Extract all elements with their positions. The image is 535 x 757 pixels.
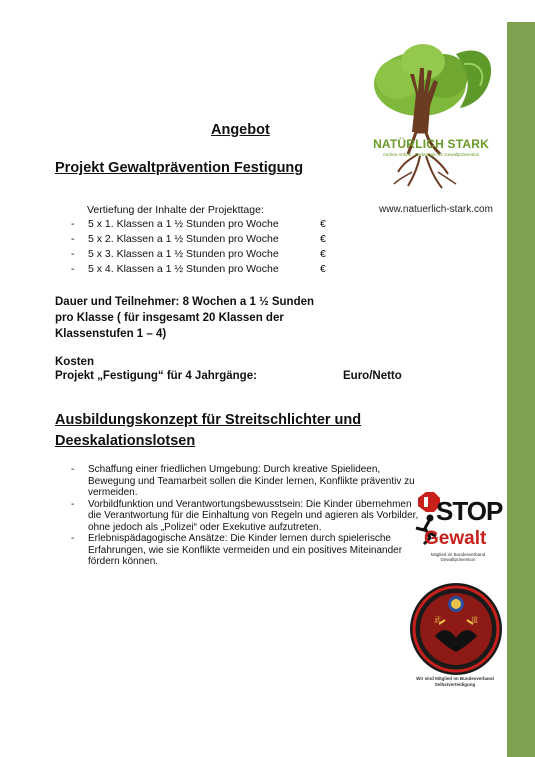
list-item	[71, 499, 421, 534]
logo-subtitle: Andrea Anhalt · Pädagogin für Gewaltprävention	[382, 152, 480, 157]
decorative-side-bar	[507, 22, 535, 757]
kosten-projekt: Projekt „Festigung“ für 4 Jahrgänge:	[55, 370, 257, 382]
gewalt-word: Gewalt	[424, 528, 487, 549]
list-item-text: Vorbildfunktion und Verantwortungsbewusstsein: Die Kinder übernehmen die Verantwortung für die Einhaltung von Regeln und agieren als Vorbilder, ohne jedoch als „Polizei“ oder Exekutive aufzutreten.	[88, 498, 419, 533]
dauer-line: Klassenstufen 1 – 4)	[55, 328, 167, 340]
list-item-text: 5 x 4. Klassen a 1 ½ Stunden pro Woche	[88, 263, 279, 275]
currency-symbol: €	[320, 248, 326, 260]
page-title: Angebot	[211, 122, 270, 138]
list-item-text: 5 x 1. Klassen a 1 ½ Stunden pro Woche	[88, 218, 279, 230]
list-dash: -	[71, 263, 75, 275]
svg-text:道: 道	[471, 616, 478, 624]
currency-symbol: €	[320, 233, 326, 245]
dauer-line: pro Klasse ( für insgesamt 20 Klassen der	[55, 312, 284, 324]
ausbildung-title: Ausbildungskonzept für Streitschlichter und Deeskalationslotsen	[55, 412, 362, 449]
list-dash: -	[71, 233, 75, 245]
currency-symbol: €	[320, 218, 326, 230]
bullet-list	[71, 464, 421, 568]
list-dash: -	[71, 533, 75, 544]
dauer-block	[55, 294, 314, 342]
kosten-line	[55, 370, 415, 386]
kosten-label: Kosten	[55, 356, 94, 368]
currency-symbol: €	[320, 263, 326, 275]
list-item	[71, 533, 421, 568]
list-item-text: 5 x 2. Klassen a 1 ½ Stunden pro Woche	[88, 233, 279, 245]
stop-word: STOP	[436, 496, 503, 526]
list-item-text: 5 x 3. Klassen a 1 ½ Stunden pro Woche	[88, 248, 279, 260]
list-dash: -	[71, 248, 75, 260]
svg-text:武: 武	[434, 616, 441, 624]
list-item-text: Erlebnispädagogische Ansätze: Die Kinder lernen durch spielerische Erfahrungen, wie sie Konflikte vermeiden und ein positives Miteinander fördern können.	[88, 533, 403, 567]
list-dash: -	[71, 218, 75, 230]
list-dash: -	[71, 464, 75, 475]
projekt-title: Projekt Gewaltprävention Festigung	[55, 160, 304, 176]
kosten-unit: Euro/Netto	[343, 370, 402, 382]
tree-hand-logo-icon	[368, 34, 498, 194]
list-item	[71, 464, 421, 499]
vertiefung-label: Vertiefung der Inhalte der Projekttage:	[87, 204, 264, 216]
dauer-line: Dauer und Teilnehmer: 8 Wochen a 1 ½ Sunden	[55, 296, 315, 308]
website-url: www.natuerlich-stark.com	[379, 204, 493, 215]
stop-subtitle: Mitglied im Bundesverband Gewaltprävention	[430, 552, 486, 562]
martial-arts-badge-icon	[409, 582, 503, 676]
list-dash: -	[71, 498, 75, 510]
logo-title: NATÜRLICH STARK	[373, 137, 489, 151]
badge-subtitle: Wir sind Mitglied im Bundesverband Selbstverteidigung	[416, 676, 494, 687]
list-item-text: Schaffung einer friedlichen Umgebung: Durch kreative Spielideen, Bewegung und Teamarbeit sollen die Kinder lernen, Konflikte präventiv zu vermeiden.	[88, 464, 415, 498]
